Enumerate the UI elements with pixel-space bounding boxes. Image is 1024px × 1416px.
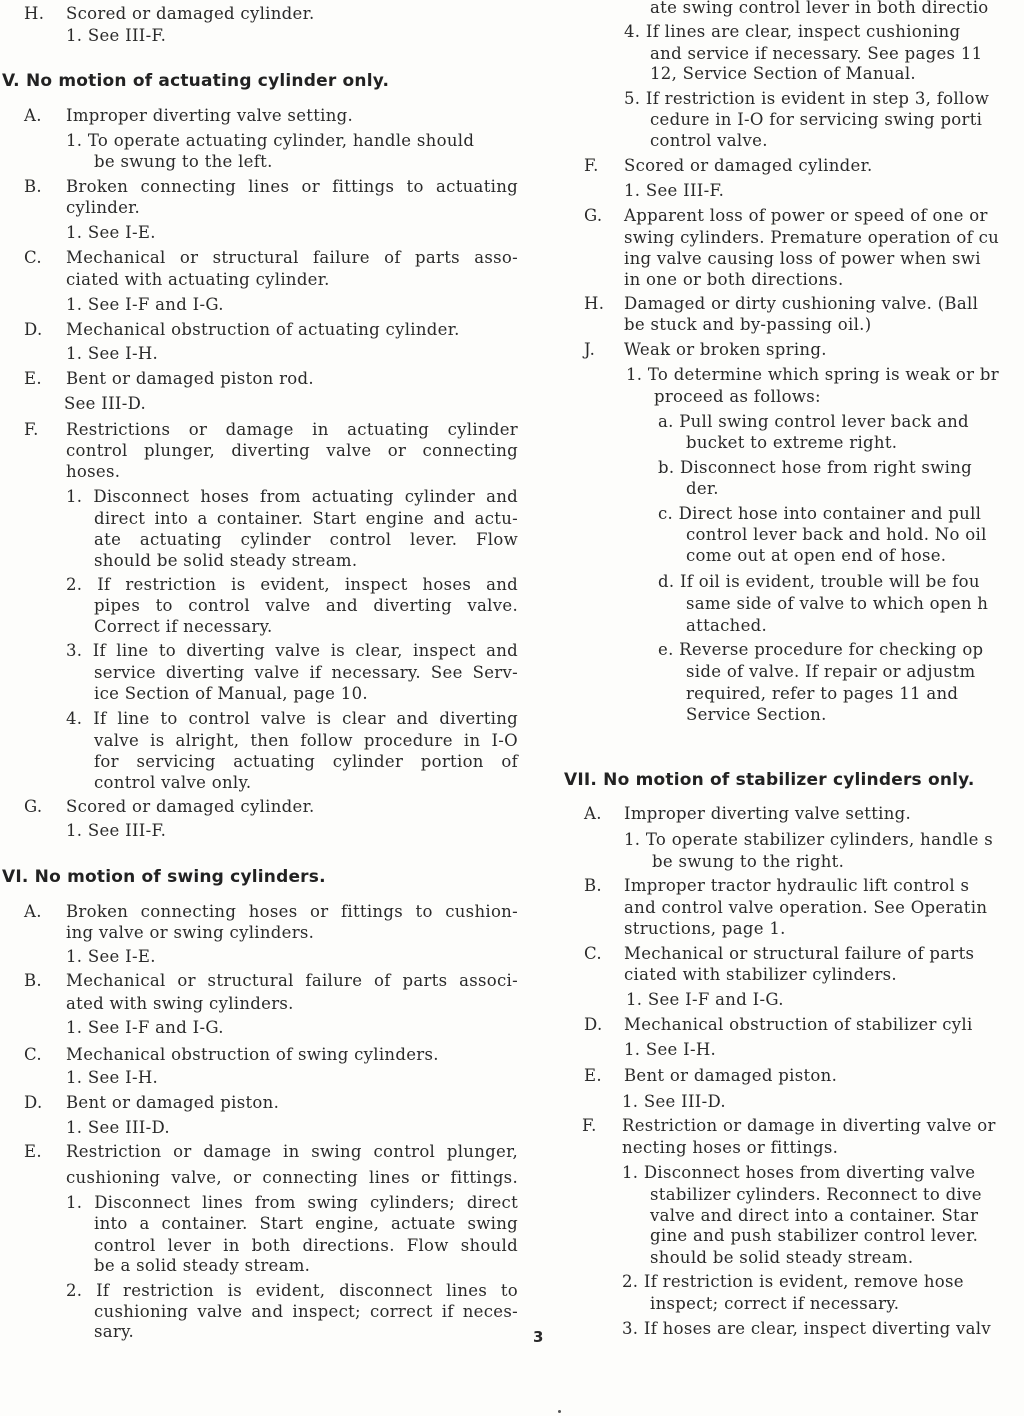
text-line: in one or both directions. (624, 270, 844, 289)
text-line: Mechanical obstruction of stabilizer cyli (624, 1015, 973, 1034)
text-line: 1. See I-F and I-G. (66, 1018, 224, 1037)
text-line: bucket to extreme right. (686, 433, 898, 452)
text-line: 2. If restriction is evident, disconnect lines to (66, 1281, 518, 1300)
text-line: ice Section of Manual, page 10. (94, 684, 368, 703)
text-line: 1. Disconnect lines from swing cylinders; direct (66, 1193, 518, 1212)
text-line: should be solid steady stream. (650, 1248, 914, 1267)
text-line: proceed as follows: (654, 387, 821, 406)
text-line: 1. See I-E. (66, 947, 156, 966)
text-line: Broken connecting lines or fittings to actuating (66, 177, 518, 196)
text-line: 3. If hoses are clear, inspect diverting valv (622, 1319, 992, 1338)
item-label: H. (24, 4, 45, 23)
text-line: 5. If restriction is evident in step 3, follow (624, 89, 990, 108)
section-heading: VII. No motion of stabilizer cylinders only. (564, 770, 975, 790)
item-label: A. (24, 106, 42, 125)
text-line: be swung to the right. (652, 852, 845, 871)
text-line: Improper diverting valve setting. (66, 106, 354, 125)
text-line: service diverting valve if necessary. See Serv- (94, 663, 518, 682)
text-line: valve is alright, then follow procedure in I-O (94, 731, 518, 750)
text-line: same side of valve to which open h (686, 594, 989, 613)
text-line: 1. To operate actuating cylinder, handle should (66, 131, 475, 150)
text-line: 1. See I-E. (66, 223, 156, 242)
item-label: B. (24, 177, 42, 196)
text-line: der. (686, 479, 719, 498)
text-line: 1. See I-H. (66, 344, 159, 363)
text-line: ate actuating cylinder control lever. Flow (94, 530, 518, 549)
item-label: C. (24, 1045, 42, 1064)
text-line: Bent or damaged piston. (624, 1066, 838, 1085)
text-line: control lever in both directions. Flow should (94, 1236, 518, 1255)
text-line: Broken connecting hoses or fittings to cushion- (66, 902, 518, 921)
item-label: A. (24, 902, 42, 921)
item-label: F. (24, 420, 39, 439)
text-line: ciated with stabilizer cylinders. (624, 965, 897, 984)
text-line: and control valve operation. See Operatin (624, 898, 988, 917)
text-line: for servicing actuating cylinder portion of (94, 752, 518, 771)
text-line: Mechanical obstruction of swing cylinders. (66, 1045, 439, 1064)
text-line: 1. See III-D. (66, 1118, 170, 1137)
text-line: swing cylinders. Premature operation of cu (624, 228, 1000, 247)
item-label: D. (24, 1093, 43, 1112)
text-line: sary. (94, 1322, 135, 1341)
text-line: Service Section. (686, 705, 827, 724)
item-label: B. (584, 876, 602, 895)
section-heading: VI. No motion of swing cylinders. (2, 867, 326, 887)
text-line: cushioning valve, or connecting lines or fittings. (66, 1168, 518, 1187)
text-line: Improper tractor hydraulic lift control s (624, 876, 970, 895)
text-line: a. Pull swing control lever back and (658, 412, 969, 431)
item-label: E. (24, 369, 42, 388)
text-line: hoses. (66, 462, 121, 481)
text-line: stabilizer cylinders. Reconnect to dive (650, 1185, 982, 1204)
text-line: e. Reverse procedure for checking op (658, 640, 984, 659)
text-line: Restriction or damage in swing control plunger, (66, 1142, 518, 1161)
item-label: B. (24, 971, 42, 990)
text-line: ate swing control lever in both directio (650, 0, 989, 17)
text-line: into a container. Start engine, actuate swing (94, 1214, 518, 1233)
text-line: ciated with actuating cylinder. (66, 270, 330, 289)
text-line: b. Disconnect hose from right swing (658, 458, 972, 477)
text-line: Mechanical obstruction of actuating cylinder. (66, 320, 460, 339)
text-line: Scored or damaged cylinder. (66, 797, 315, 816)
text-line: ing valve causing loss of power when swi (624, 249, 981, 268)
text-line: 1. See III-D. (622, 1092, 726, 1111)
text-line: 1. Disconnect hoses from actuating cylinder and (66, 487, 518, 506)
text-line: 4. If lines are clear, inspect cushioning (624, 22, 961, 41)
text-line: required, refer to pages 11 and (686, 684, 959, 703)
item-label: E. (584, 1066, 602, 1085)
text-line: Improper diverting valve setting. (624, 804, 912, 823)
text-line: c. Direct hose into container and pull (658, 504, 982, 523)
text-line: Scored or damaged cylinder. (66, 4, 315, 23)
text-line: control valve. (650, 131, 768, 150)
text-line: 2. If restriction is evident, remove hose (622, 1272, 964, 1291)
text-line: necting hoses or fittings. (622, 1138, 839, 1157)
text-line: side of valve. If repair or adjustm (686, 662, 976, 681)
text-line: Mechanical or structural failure of parts (624, 944, 975, 963)
text-line: 1. See I-H. (66, 1068, 159, 1087)
right-column (562, 0, 1024, 1416)
text-line: 3. If line to diverting valve is clear, inspect and (66, 641, 518, 660)
text-line: be a solid steady stream. (94, 1256, 311, 1275)
item-label: J. (584, 340, 596, 359)
text-line: 1. To determine which spring is weak or br (626, 365, 999, 384)
item-label: D. (24, 320, 43, 339)
text-line: 1. See I-H. (624, 1040, 717, 1059)
text-line: Mechanical or structural failure of parts asso- (66, 248, 518, 267)
text-line: direct into a container. Start engine and actu- (94, 509, 518, 528)
text-line: See III-D. (64, 394, 147, 413)
text-line: Apparent loss of power or speed of one or (624, 206, 988, 225)
item-label: A. (584, 804, 602, 823)
text-line: cushioning valve and inspect; correct if neces- (94, 1302, 518, 1321)
text-line: 1. See III-F. (624, 181, 725, 200)
item-label: G. (584, 206, 603, 225)
text-line: 1. Disconnect hoses from diverting valve (622, 1163, 976, 1182)
item-label: F. (584, 156, 599, 175)
text-line: control valve only. (94, 773, 252, 792)
text-line: Scored or damaged cylinder. (624, 156, 873, 175)
text-line: gine and push stabilizer control lever. (650, 1226, 979, 1245)
item-label: E. (24, 1142, 42, 1161)
item-label: C. (24, 248, 42, 267)
section-heading: V. No motion of actuating cylinder only. (2, 71, 390, 91)
text-line: Mechanical or structural failure of parts associ- (66, 971, 518, 990)
item-label: G. (24, 797, 43, 816)
text-line: Restrictions or damage in actuating cylinder (66, 420, 518, 439)
text-line: Bent or damaged piston. (66, 1093, 280, 1112)
text-line: 1. See I-F and I-G. (626, 990, 784, 1009)
item-label: C. (584, 944, 602, 963)
text-line: attached. (686, 616, 768, 635)
text-line: be swung to the left. (94, 152, 273, 171)
text-line: should be solid steady stream. (94, 551, 358, 570)
item-label: D. (584, 1015, 603, 1034)
text-line: 12, Service Section of Manual. (650, 64, 916, 83)
text-line: 1. See III-F. (66, 26, 167, 45)
item-label: H. (584, 294, 605, 313)
text-line: 1. To operate stabilizer cylinders, handle s (624, 830, 993, 849)
text-line: d. If oil is evident, trouble will be fou (658, 572, 980, 591)
text-line: structions, page 1. (624, 919, 786, 938)
text-line: Damaged or dirty cushioning valve. (Ball (624, 294, 979, 313)
text-line: cedure in I-O for servicing swing porti (650, 110, 983, 129)
text-line: and service if necessary. See pages 11 (650, 44, 983, 63)
text-line: control lever back and hold. No oil (686, 525, 987, 544)
item-label: F. (582, 1116, 597, 1135)
text-line: pipes to control valve and diverting valve. (94, 596, 518, 615)
text-line: valve and direct into a container. Star (650, 1206, 979, 1225)
text-line: Bent or damaged piston rod. (66, 369, 314, 388)
text-line: 1. See I-F and I-G. (66, 295, 224, 314)
text-line: ated with swing cylinders. (66, 994, 294, 1013)
text-line: 4. If line to control valve is clear and diverting (66, 709, 518, 728)
text-line: come out at open end of hose. (686, 546, 947, 565)
text-line: Restriction or damage in diverting valve or (622, 1116, 996, 1135)
text-line: 2. If restriction is evident, inspect hoses and (66, 575, 518, 594)
print-speck (558, 1410, 561, 1413)
text-line: be stuck and by-passing oil.) (624, 315, 872, 334)
text-line: 1. See III-F. (66, 821, 167, 840)
text-line: Correct if necessary. (94, 617, 273, 636)
text-line: Weak or broken spring. (624, 340, 827, 359)
text-line: control plunger, diverting valve or connecting (66, 441, 518, 460)
text-line: inspect; correct if necessary. (650, 1294, 900, 1313)
text-line: ing valve or swing cylinders. (66, 923, 315, 942)
text-line: cylinder. (66, 198, 141, 217)
page-number: 3 (533, 1328, 544, 1346)
